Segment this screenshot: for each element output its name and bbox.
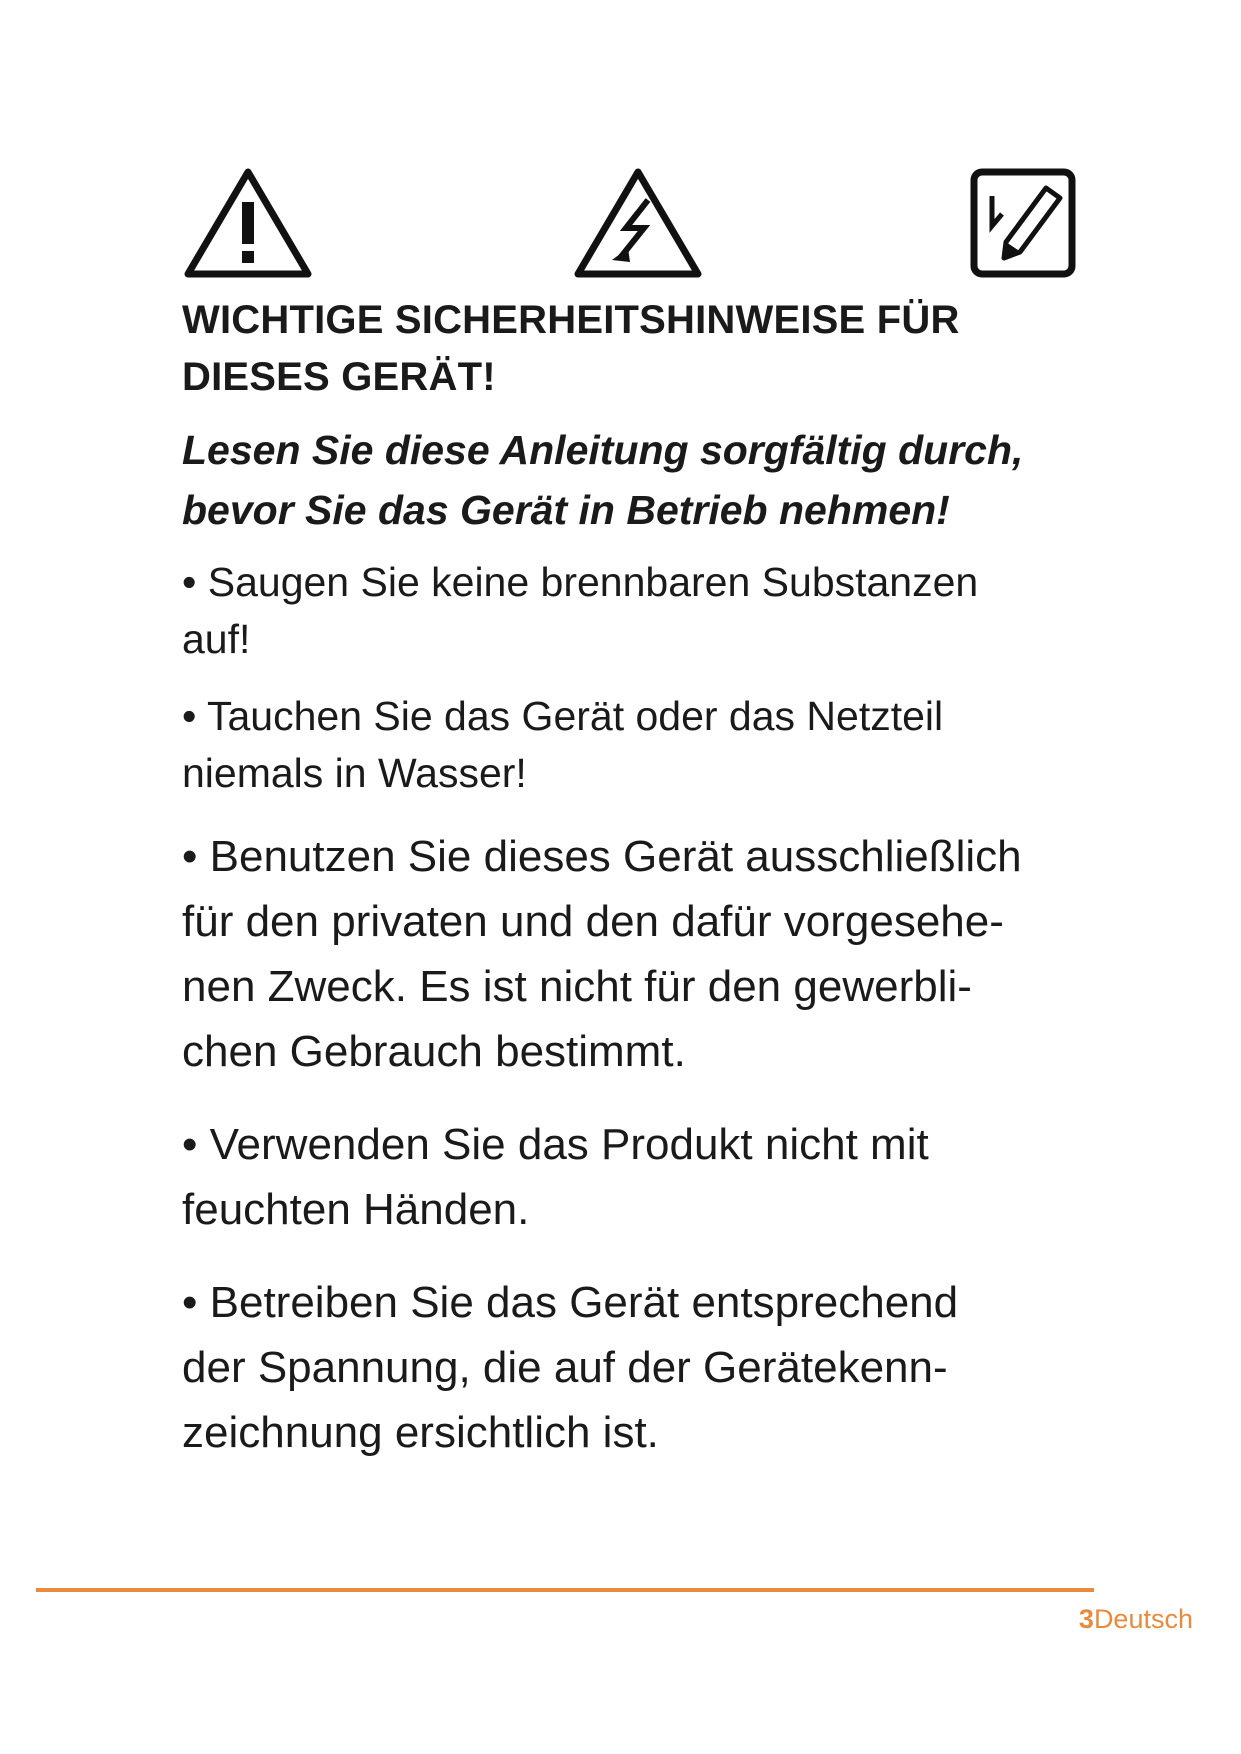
- item-line: zeichnung ersichtlich ist.: [182, 1408, 659, 1457]
- footer-divider: [36, 1588, 1094, 1592]
- warning-triangle-icon: [182, 166, 314, 282]
- document-content: [182, 292, 1122, 1465]
- heading-line: DIESES GERÄT!: [182, 355, 496, 399]
- page-footer: [1079, 1604, 1193, 1635]
- item-line: • Benutzen Sie dieses Gerät ausschließlich: [182, 832, 1022, 881]
- intro-line: bevor Sie das Gerät in Betrieb nehmen!: [182, 487, 950, 533]
- safety-item-wet-hands: [182, 1112, 1122, 1242]
- safety-item-flammable: [182, 554, 1122, 668]
- item-line: chen Gebrauch bestimmt.: [182, 1027, 686, 1076]
- safety-item-private-use: [182, 824, 1122, 1084]
- electric-shock-icon: [572, 166, 704, 282]
- read-instructions-notice: [182, 420, 1122, 540]
- safety-heading: [182, 292, 1122, 406]
- safety-item-water: [182, 688, 1122, 802]
- item-line: auf!: [182, 616, 251, 662]
- safety-item-voltage: [182, 1270, 1122, 1465]
- item-line: • Tauchen Sie das Gerät oder das Netzteil: [182, 693, 944, 739]
- item-line: • Verwenden Sie das Produkt nicht mit: [182, 1120, 929, 1169]
- item-line: feuchten Händen.: [182, 1185, 530, 1234]
- heading-line: WICHTIGE SICHERHEITSHINWEISE FÜR: [182, 298, 960, 342]
- intro-line: Lesen Sie diese Anleitung sorgfältig durch,: [182, 427, 1024, 473]
- safety-icons-row: [182, 166, 1082, 290]
- item-line: für den privaten und den dafür vorgesehe-: [182, 897, 1004, 946]
- read-manual-icon: [968, 166, 1078, 282]
- footer-language: Deutsch: [1093, 1604, 1193, 1634]
- item-line: nen Zweck. Es ist nicht für den gewerbli-: [182, 962, 972, 1011]
- item-line: • Saugen Sie keine brennbaren Substanzen: [182, 559, 979, 605]
- page-number: 3: [1078, 1604, 1094, 1634]
- item-line: • Betreiben Sie das Gerät entsprechend: [182, 1278, 959, 1327]
- item-line: der Spannung, die auf der Gerätekenn-: [182, 1343, 948, 1392]
- item-line: niemals in Wasser!: [182, 750, 527, 796]
